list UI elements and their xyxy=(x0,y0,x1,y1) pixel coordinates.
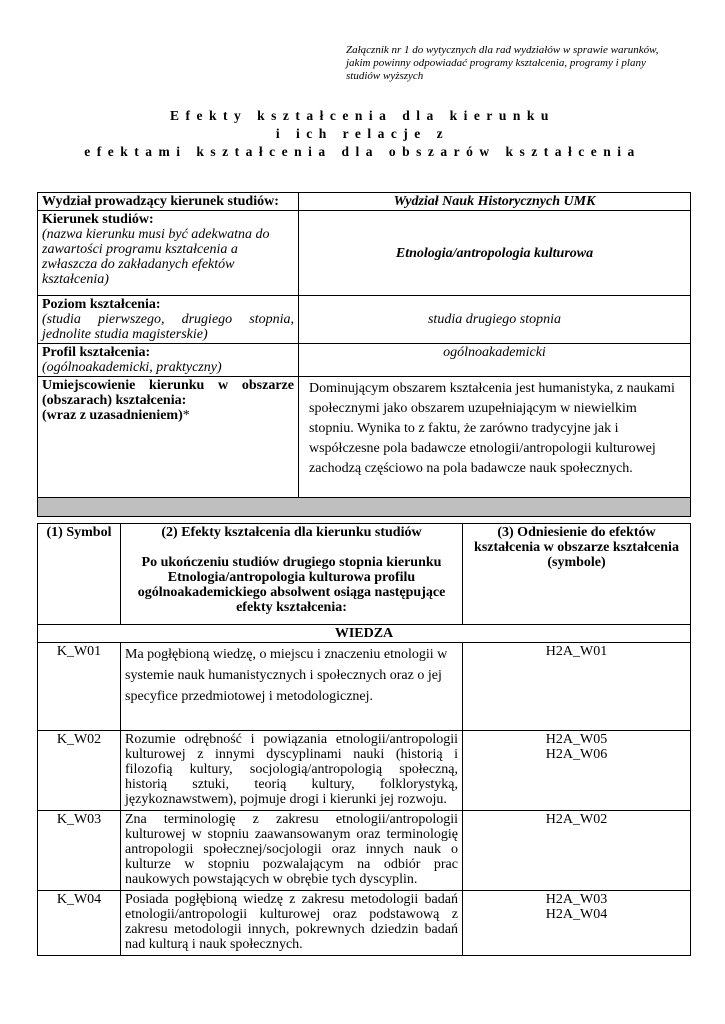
footnote-asterisk: * xyxy=(182,408,190,423)
area-label: Umiejscowienie kierunku w obszarze (obszarach) kształcenia: xyxy=(42,378,294,408)
field-row xyxy=(38,211,691,296)
effects-header-title: (2) Efekty kształcenia dla kierunku studiów xyxy=(161,525,422,540)
effect-description: Ma pogłębioną wiedzę, o miejscu i znaczeniu etnologii w systemie nauk humanistycznych i społecznych oraz o jej specyfice przedmiotowej i metodologicznej. xyxy=(121,643,463,731)
effect-reference: H2A_W01 xyxy=(463,643,691,731)
area-label-justification: (wraz z uzasadnieniem)* xyxy=(42,408,190,423)
gray-separator xyxy=(38,498,691,517)
level-value: studia drugiego stopnia xyxy=(299,296,691,344)
effect-reference: H2A_W02 xyxy=(463,811,691,891)
effects-header xyxy=(121,524,463,625)
table-row xyxy=(38,731,691,811)
table-row xyxy=(38,891,691,956)
separator-row xyxy=(38,498,691,517)
field-label: Kierunek studiów: xyxy=(42,212,154,227)
effect-description: Rozumie odrębność i powiązania etnologii/antropologii kulturowej z innymi dyscyplinami nauki (historią i filozofią kultury, socjologią/antropologią społeczną, historią sztuki, teorią kultury, folklorystyką, językoznawstwem), pojmuje drogi i kierunki jej rozwoju. xyxy=(121,731,463,811)
profile-label: Profil kształcenia: xyxy=(42,345,151,360)
attachment-note: Załącznik nr 1 do wytycznych dla rad wydziałów w sprawie warunków, jakim powinny odpowiadać programy kształcenia, programy i plany studiów wyższych xyxy=(346,44,659,82)
effect-reference: H2A_W03 H2A_W04 xyxy=(463,891,691,956)
area-label-cell xyxy=(38,377,299,498)
effect-symbol: K_W01 xyxy=(38,643,121,731)
effect-symbol: K_W03 xyxy=(38,811,121,891)
field-hint: (nazwa kierunku musi być adekwatna do zawartości programu kształcenia a zwłaszcza do zakładanych efektów kształcenia) xyxy=(42,227,270,287)
field-value: Etnologia/antropologia kulturowa xyxy=(299,211,691,296)
table-row xyxy=(38,811,691,891)
level-label-cell xyxy=(38,296,299,344)
level-label: Poziom kształcenia: xyxy=(42,297,161,312)
profile-hint: (ogólnoakademicki, praktyczny) xyxy=(42,360,222,375)
section-wiedza: WIEDZA xyxy=(38,625,691,643)
level-hint: (studia pierwszego, drugiego stopnia, jednolite studia magisterskie) xyxy=(42,312,294,342)
program-info-table xyxy=(37,192,691,517)
effect-symbol: K_W02 xyxy=(38,731,121,811)
effects-header-row xyxy=(38,524,691,625)
field-label-cell xyxy=(38,211,299,296)
profile-label-cell xyxy=(38,344,299,377)
section-row xyxy=(38,625,691,643)
effect-reference: H2A_W05 H2A_W06 xyxy=(463,731,691,811)
document-title-line-1: Efekty kształcenia dla kierunku xyxy=(170,108,555,123)
reference-header: (3) Odniesienie do efektów kształcenia w obszarze kształcenia (symbole) xyxy=(463,524,691,625)
profile-row xyxy=(38,344,691,377)
profile-value: ogólnoakademicki xyxy=(299,344,691,377)
document-title-line-3: efektami kształcenia dla obszarów kształcenia xyxy=(84,144,641,159)
area-row xyxy=(38,377,691,498)
effect-description: Zna terminologię z zakresu etnologii/antropologii kulturowej w stopniu zaawansowanym oraz terminologię antropologii społecznej/socjologii oraz innych nauk o kulturze w stopniu pozwalającym na odbiór prac naukowych powstających w obrębie tych dyscyplin. xyxy=(121,811,463,891)
effect-symbol: K_W04 xyxy=(38,891,121,956)
learning-effects-table xyxy=(37,523,691,956)
faculty-row xyxy=(38,193,691,211)
symbol-header: (1) Symbol xyxy=(38,524,121,625)
faculty-value: Wydział Nauk Historycznych UMK xyxy=(299,193,691,211)
effect-description: Posiada pogłębioną wiedzę z zakresu metodologii badań etnologii/antropologii kulturowej oraz podstawową z zakresu metodologii innych, pokrewnych dziedzin badań nad kulturą i nauk społecznych. xyxy=(121,891,463,956)
faculty-label: Wydział prowadzący kierunek studiów: xyxy=(38,193,299,211)
document-title-line-2: i ich relacje z xyxy=(275,126,450,141)
level-row xyxy=(38,296,691,344)
effects-header-subtitle: Po ukończeniu studiów drugiego stopnia kierunku Etnologia/antropologia kulturowa profilu ogólnoakademickiego absolwent osiąga następujące efekty kształcenia: xyxy=(137,555,446,615)
area-value: Dominującym obszarem kształcenia jest humanistyka, z naukami społecznymi jako obszarem uzupełniającym w niewielkim stopniu. Wynika to z faktu, że zarówno tradycyjne jak i współczesne pola badawcze etnologii/antropologii kulturowej zachodzą częściowo na pola badawcze nauk społecznych. xyxy=(299,377,691,498)
table-row xyxy=(38,643,691,731)
